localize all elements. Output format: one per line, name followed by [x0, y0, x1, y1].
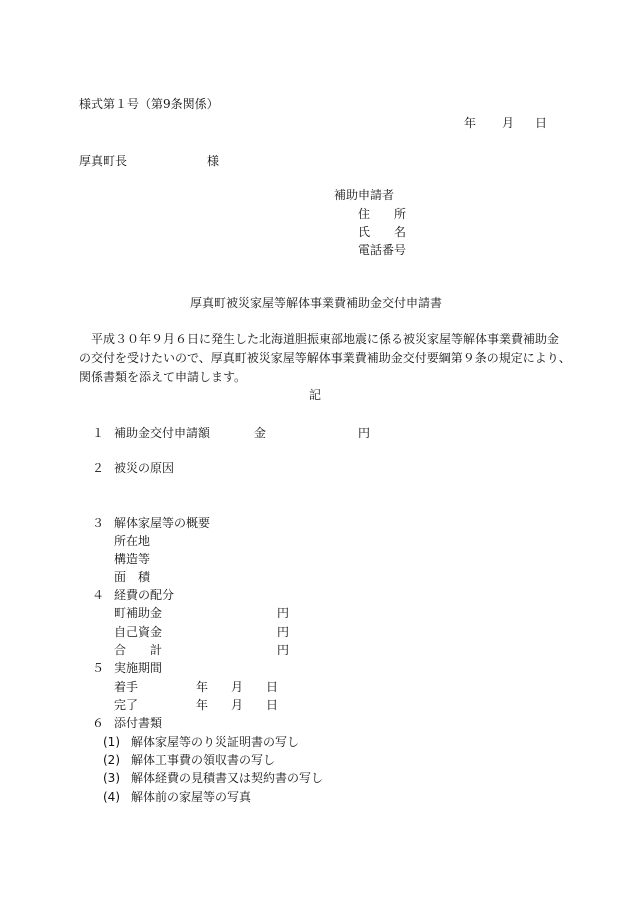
- item-2-label: 被災の原因: [114, 461, 175, 475]
- item-4-number: ４: [92, 588, 105, 602]
- item-1-label: 補助金交付申請額: [114, 426, 211, 440]
- attachment-text: 解体経費の見積書又は契約書の写し: [131, 771, 324, 785]
- addressee-honorific: 様: [207, 154, 220, 168]
- attachment-text: 解体工事費の領収書の写し: [131, 753, 276, 767]
- item-1-yen: 円: [358, 426, 371, 440]
- item-3-number: ３: [92, 516, 105, 530]
- body-line: の交付を受けたいので、厚真町被災家屋等解体事業費補助金交付要綱第９条の規定により、: [79, 351, 571, 365]
- date-day: 日: [535, 116, 548, 130]
- period-row-day: 日: [266, 698, 279, 712]
- attachment-number: (4): [103, 790, 120, 804]
- expense-row-yen: 円: [277, 606, 290, 620]
- item-3-location: 所在地: [114, 534, 151, 548]
- period-row-label: 着手: [114, 680, 139, 694]
- attachment-text: 解体家屋等のり災証明書の写し: [131, 735, 300, 749]
- attachment-text: 解体前の家屋等の写真: [131, 790, 252, 804]
- attachment-number: (2): [103, 753, 120, 767]
- document-title: 厚真町被災家屋等解体事業費補助金交付申請書: [190, 296, 443, 310]
- period-row-day: 日: [266, 680, 279, 694]
- applicant-heading: 補助申請者: [334, 188, 395, 202]
- body-line: 平成３０年９月６日に発生した北海道胆振東部地震に係る被災家屋等解体事業費補助金: [79, 332, 560, 346]
- item-1-kin: 金: [254, 426, 267, 440]
- date-year: 年: [464, 116, 477, 130]
- body-line: 関係書類を添えて申請します。: [79, 370, 247, 384]
- item-3-label: 解体家屋等の概要: [114, 516, 211, 530]
- ki-label: 記: [309, 388, 322, 402]
- item-5-number: ５: [92, 661, 105, 675]
- item-3-area: 面 積: [114, 570, 151, 584]
- item-6-number: ６: [92, 716, 105, 730]
- period-row-month: 月: [231, 698, 244, 712]
- item-6-label: 添付書類: [114, 716, 163, 730]
- applicant-name-label: 氏 名: [358, 225, 407, 239]
- period-row-label: 完了: [114, 698, 139, 712]
- period-row-year: 年: [196, 680, 209, 694]
- expense-row-label: 自己資金: [114, 625, 163, 639]
- body-paragraph: [79, 330, 571, 387]
- item-3-structure: 構造等: [114, 552, 151, 566]
- date-month: 月: [502, 116, 515, 130]
- item-2-number: ２: [92, 461, 105, 475]
- item-1-number: １: [92, 426, 105, 440]
- expense-row-label: 合 計: [114, 643, 163, 657]
- item-5-label: 実施期間: [114, 661, 163, 675]
- attachment-number: (3): [103, 771, 120, 785]
- item-4-label: 経費の配分: [114, 588, 175, 602]
- applicant-address-label: 住 所: [358, 207, 407, 221]
- attachment-number: (1): [103, 735, 120, 749]
- expense-row-yen: 円: [277, 643, 290, 657]
- form-number: 様式第１号（第9条関係）: [79, 97, 219, 111]
- period-row-month: 月: [231, 680, 244, 694]
- period-row-year: 年: [196, 698, 209, 712]
- expense-row-label: 町補助金: [114, 606, 163, 620]
- addressee-name: 厚真町長: [79, 154, 128, 168]
- applicant-phone-label: 電話番号: [358, 243, 407, 257]
- expense-row-yen: 円: [277, 625, 290, 639]
